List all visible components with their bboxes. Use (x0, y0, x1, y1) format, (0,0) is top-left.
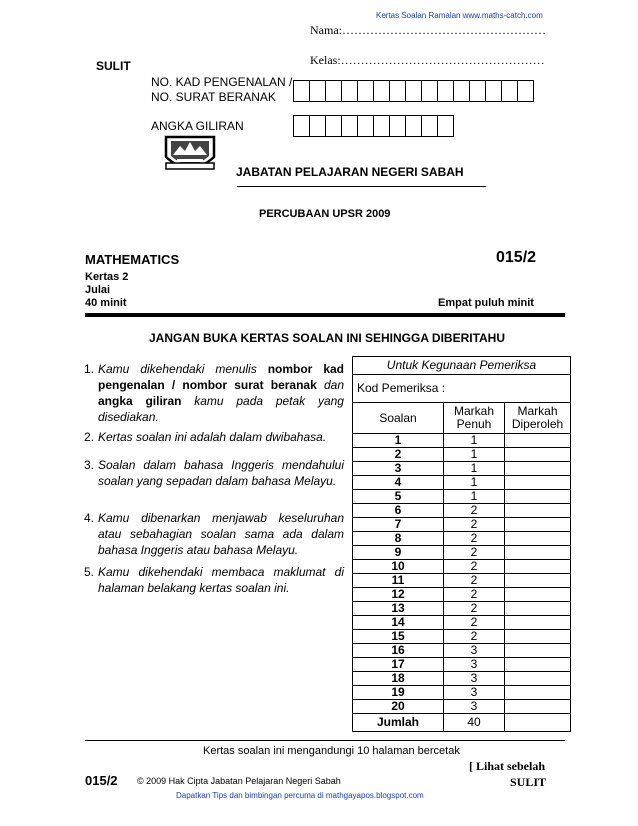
instruction-2-number: 2. (84, 430, 95, 444)
obtained-mark-cell[interactable] (505, 546, 571, 560)
obtained-mark-cell[interactable] (505, 462, 571, 476)
table-row (353, 574, 571, 588)
paper-duration: 40 minit (85, 297, 127, 309)
obtained-mark-cell[interactable] (505, 616, 571, 630)
instruction-4-number: 4. (84, 511, 95, 525)
angka-giliran-boxes[interactable] (293, 115, 454, 137)
footer-rule (85, 740, 565, 741)
obtained-mark-cell[interactable] (505, 518, 571, 532)
angka-giliran-label: ANGKA GILIRAN (151, 119, 244, 133)
instruction-1-text-a: Kamu dikehendaki menulis (98, 362, 268, 376)
col-markah-diperoleh: Markah Diperoleh (505, 403, 571, 434)
nama-line: Nama:…………………………………………… (310, 23, 546, 37)
table-row (353, 630, 571, 644)
obtained-mark-cell[interactable] (505, 672, 571, 686)
instruction-4-text: Kamu dibenarkan menjawab keseluruhan atau sebahagian soalan sama ada dalam bahasa Inggeris atau bahasa Melayu. (98, 511, 344, 557)
instruction-5-text: Kamu dikehendaki membaca maklumat di halaman belakang kertas soalan ini. (98, 565, 344, 595)
lihat-sebelah: [ Lihat sebelah (469, 759, 546, 773)
full-mark: 3 (444, 700, 505, 714)
full-mark: 3 (444, 644, 505, 658)
total-label: Jumlah (353, 714, 444, 732)
obtained-mark-cell[interactable] (505, 602, 571, 616)
full-mark: 2 (444, 546, 505, 560)
obtained-mark-cell[interactable] (505, 686, 571, 700)
question-number: 3 (353, 462, 444, 476)
full-mark: 2 (444, 588, 505, 602)
subject-title: MATHEMATICS (85, 252, 180, 267)
warning-text: JANGAN BUKA KERTAS SOALAN INI SEHINGGA DIBERITAHU (149, 331, 506, 345)
obtained-mark-cell[interactable] (505, 476, 571, 490)
instruction-1-bold-b: angka giliran (98, 394, 182, 408)
obtained-mark-cell[interactable] (505, 700, 571, 714)
paper-code: 015/2 (496, 249, 537, 266)
question-number: 11 (353, 574, 444, 588)
col-markah-penuh: Markah Penuh (444, 403, 505, 434)
instruction-3-number: 3. (84, 458, 95, 472)
instruction-1-text-c: kamu pada petak yang disediakan. (98, 394, 344, 424)
obtained-mark-cell[interactable] (505, 630, 571, 644)
table-row (353, 434, 571, 448)
department-title: JABATAN PELAJARAN NEGERI SABAH (236, 165, 464, 179)
total-row (353, 714, 571, 732)
table-row (353, 560, 571, 574)
full-mark: 1 (444, 434, 505, 448)
table-row (353, 504, 571, 518)
ic-number-boxes[interactable] (293, 80, 534, 102)
question-number: 7 (353, 518, 444, 532)
examiner-code-field[interactable]: Kod Pemeriksa : (353, 375, 571, 403)
obtained-mark-cell[interactable] (505, 560, 571, 574)
total-marks: 40 (444, 714, 505, 732)
full-mark: 2 (444, 630, 505, 644)
question-number: 14 (353, 616, 444, 630)
examiner-table (352, 356, 571, 732)
instruction-1-number: 1. (84, 362, 95, 376)
full-mark: 2 (444, 602, 505, 616)
obtained-mark-cell[interactable] (505, 644, 571, 658)
table-row (353, 588, 571, 602)
question-number: 20 (353, 700, 444, 714)
table-row (353, 462, 571, 476)
table-row (353, 546, 571, 560)
instruction-5 (84, 564, 344, 596)
full-mark: 3 (444, 672, 505, 686)
obtained-mark-cell[interactable] (505, 504, 571, 518)
full-mark: 2 (444, 504, 505, 518)
instruction-1-bold-a: nombor kad pengenalan / nombor surat beranak (98, 362, 345, 392)
question-number: 2 (353, 448, 444, 462)
total-obtained-cell[interactable] (505, 714, 571, 732)
table-row (353, 448, 571, 462)
blog-link[interactable]: Dapatkan Tips dan bimbingan percuma di mathgayapos.blogspot.com (176, 791, 424, 800)
copyright: © 2009 Hak Cipta Jabatan Pelajaran Negeri Sabah (137, 776, 341, 786)
question-number: 6 (353, 504, 444, 518)
table-row (353, 658, 571, 672)
table-row (353, 490, 571, 504)
obtained-mark-cell[interactable] (505, 588, 571, 602)
obtained-mark-cell[interactable] (505, 490, 571, 504)
sulit-header: SULIT (96, 59, 131, 73)
question-number: 13 (353, 602, 444, 616)
table-row (353, 644, 571, 658)
paper-month: Julai (85, 284, 111, 296)
duration-words: Empat puluh minit (438, 297, 534, 309)
kelas-line: Kelas:…………………………………………… (310, 53, 545, 67)
obtained-mark-cell[interactable] (505, 574, 571, 588)
instruction-3 (84, 457, 344, 489)
instruction-1-text-b: dan (316, 378, 344, 392)
ic-label (151, 75, 292, 105)
instruction-4 (84, 510, 344, 558)
ic-label-line-1: NO. KAD PENGENALAN / (151, 75, 293, 89)
subject-divider (85, 313, 565, 317)
footer-sulit: SULIT (510, 775, 547, 789)
top-credit-link[interactable]: Kertas Soalan Ramalan www.maths-catch.com (376, 11, 543, 20)
footer-code: 015/2 (85, 773, 118, 788)
table-row (353, 686, 571, 700)
full-mark: 2 (444, 574, 505, 588)
instruction-2-text: Kertas soalan ini adalah dalam dwibahasa. (98, 430, 327, 444)
obtained-mark-cell[interactable] (505, 532, 571, 546)
full-mark: 3 (444, 686, 505, 700)
full-mark: 3 (444, 658, 505, 672)
table-row (353, 672, 571, 686)
crest-logo-icon (163, 133, 217, 179)
full-mark: 1 (444, 476, 505, 490)
instruction-2 (84, 429, 344, 445)
question-number: 17 (353, 658, 444, 672)
obtained-mark-cell[interactable] (505, 434, 571, 448)
full-mark: 2 (444, 616, 505, 630)
full-mark: 2 (444, 532, 505, 546)
full-mark: 1 (444, 490, 505, 504)
instruction-3-text: Soalan dalam bahasa Inggeris mendahului soalan yang sepadan dalam bahasa Melayu. (98, 458, 344, 488)
full-mark: 1 (444, 462, 505, 476)
table-row (353, 700, 571, 714)
full-mark: 2 (444, 518, 505, 532)
table-row (353, 518, 571, 532)
full-mark: 2 (444, 560, 505, 574)
question-number: 10 (353, 560, 444, 574)
table-row (353, 616, 571, 630)
table-row (353, 602, 571, 616)
question-number: 16 (353, 644, 444, 658)
page-count-note: Kertas soalan ini mengandungi 10 halaman bercetak (203, 745, 460, 757)
question-number: 8 (353, 532, 444, 546)
department-rule (237, 186, 486, 187)
obtained-mark-cell[interactable] (505, 658, 571, 672)
question-number: 12 (353, 588, 444, 602)
question-number: 1 (353, 434, 444, 448)
question-number: 5 (353, 490, 444, 504)
question-number: 9 (353, 546, 444, 560)
obtained-mark-cell[interactable] (505, 448, 571, 462)
question-number: 19 (353, 686, 444, 700)
table-row (353, 532, 571, 546)
col-soalan: Soalan (353, 403, 444, 434)
table-row (353, 476, 571, 490)
instruction-5-number: 5. (84, 565, 95, 579)
paper-number: Kertas 2 (85, 271, 129, 283)
ic-label-line-2: NO. SURAT BERANAK (151, 90, 276, 104)
exam-title: PERCUBAAN UPSR 2009 (259, 208, 391, 220)
question-number: 18 (353, 672, 444, 686)
paper-details (85, 271, 128, 310)
table-title: Untuk Kegunaan Pemeriksa (353, 357, 571, 375)
full-mark: 1 (444, 448, 505, 462)
instruction-1 (84, 361, 345, 425)
question-number: 15 (353, 630, 444, 644)
question-number: 4 (353, 476, 444, 490)
